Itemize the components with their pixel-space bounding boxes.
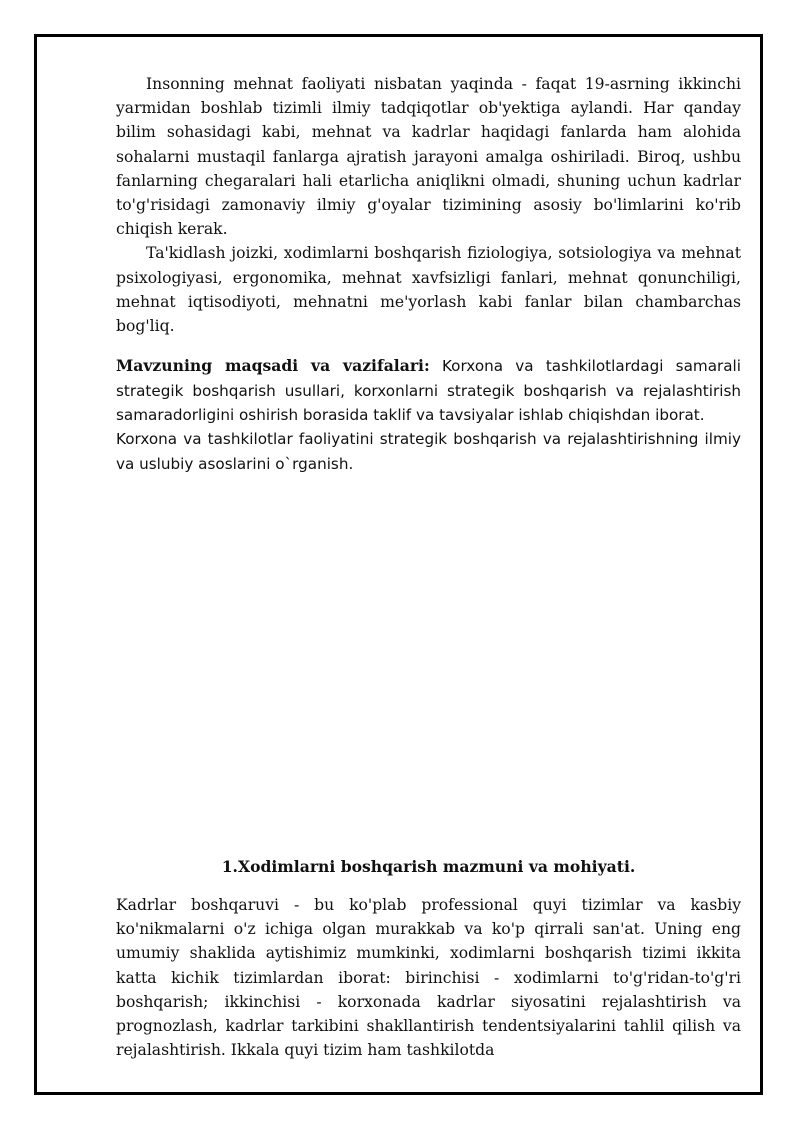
goals-paragraph-1 xyxy=(116,354,741,427)
section-body xyxy=(116,893,741,1062)
goals-heading: Mavzuning maqsadi va vazifalari: xyxy=(116,356,430,376)
goals-block xyxy=(116,354,741,476)
section-paragraph: Kadrlar boshqaruvi - bu ko'plab professional quyi tizimlar va kasbiy ko'nikmalarni o'z ichiga olgan murakkab va ko'p qirrali san'at. Uning eng umumiy shaklida aytishimiz mumkinki, xodimlarni boshqarish tizimi ikkita katta kichik tizimlardan iborat: birinchisi - xodimlarni to'g'ridan-to'g'ri boshqarish; ikkinchisi - korxonada kadrlar siyosatini rejalashtirish va prognozlash, kadrlar tarkibini shakllantirish tendentsiyalarini tahlil qilish va rejalashtirish. Ikkala quyi tizim ham tashkilotda xyxy=(116,896,741,1060)
goals-text-1: Korxona va tashkilotlardagi samarali strategik boshqarish usullari, korxonlarni strategik boshqarish va rejalashtirish samaradorligini oshirish borasida taklif va tavsiyalar ishlab chiqishdan iborat. xyxy=(116,357,741,425)
document-body xyxy=(116,72,741,476)
intro-paragraph-2: Ta'kidlash joizki, xodimlarni boshqarish fiziologiya, sotsiologiya va mehnat psixologiyasi, ergonomika, mehnat xavfsizligi fanlari, mehnat qonunchiligi, mehnat iqtisodiyoti, mehnatni me'yorlash kabi fanlar bilan chambarchas bog'liq. xyxy=(116,244,741,336)
section-title: 1.Xodimlarni boshqarish mazmuni va mohiyati. xyxy=(221,857,636,876)
goals-paragraph-2: Korxona va tashkilotlar faoliyatini strategik boshqarish va rejalashtirishning ilmiy va uslubiy asoslarini o`rganish. xyxy=(116,430,741,473)
intro-paragraph-1: Insonning mehnat faoliyati nisbatan yaqinda - faqat 19-asrning ikkinchi yarmidan boshlab tizimli ilmiy tadqiqotlar ob'yektiga aylandi. Har qanday bilim sohasidagi kabi, mehnat va kadrlar haqidagi fanlarda ham alohida sohalarni mustaqil fanlarga ajratish jarayoni amalga oshiriladi. Biroq, ushbu fanlarning chegaralari hali etarlicha aniqlikni olmadi, shuning uchun kadrlar to'g'risidagi zamonaviy ilmiy g'oyalar tizimining asosiy bo'limlarini ko'rib chiqish kerak. xyxy=(116,75,741,239)
